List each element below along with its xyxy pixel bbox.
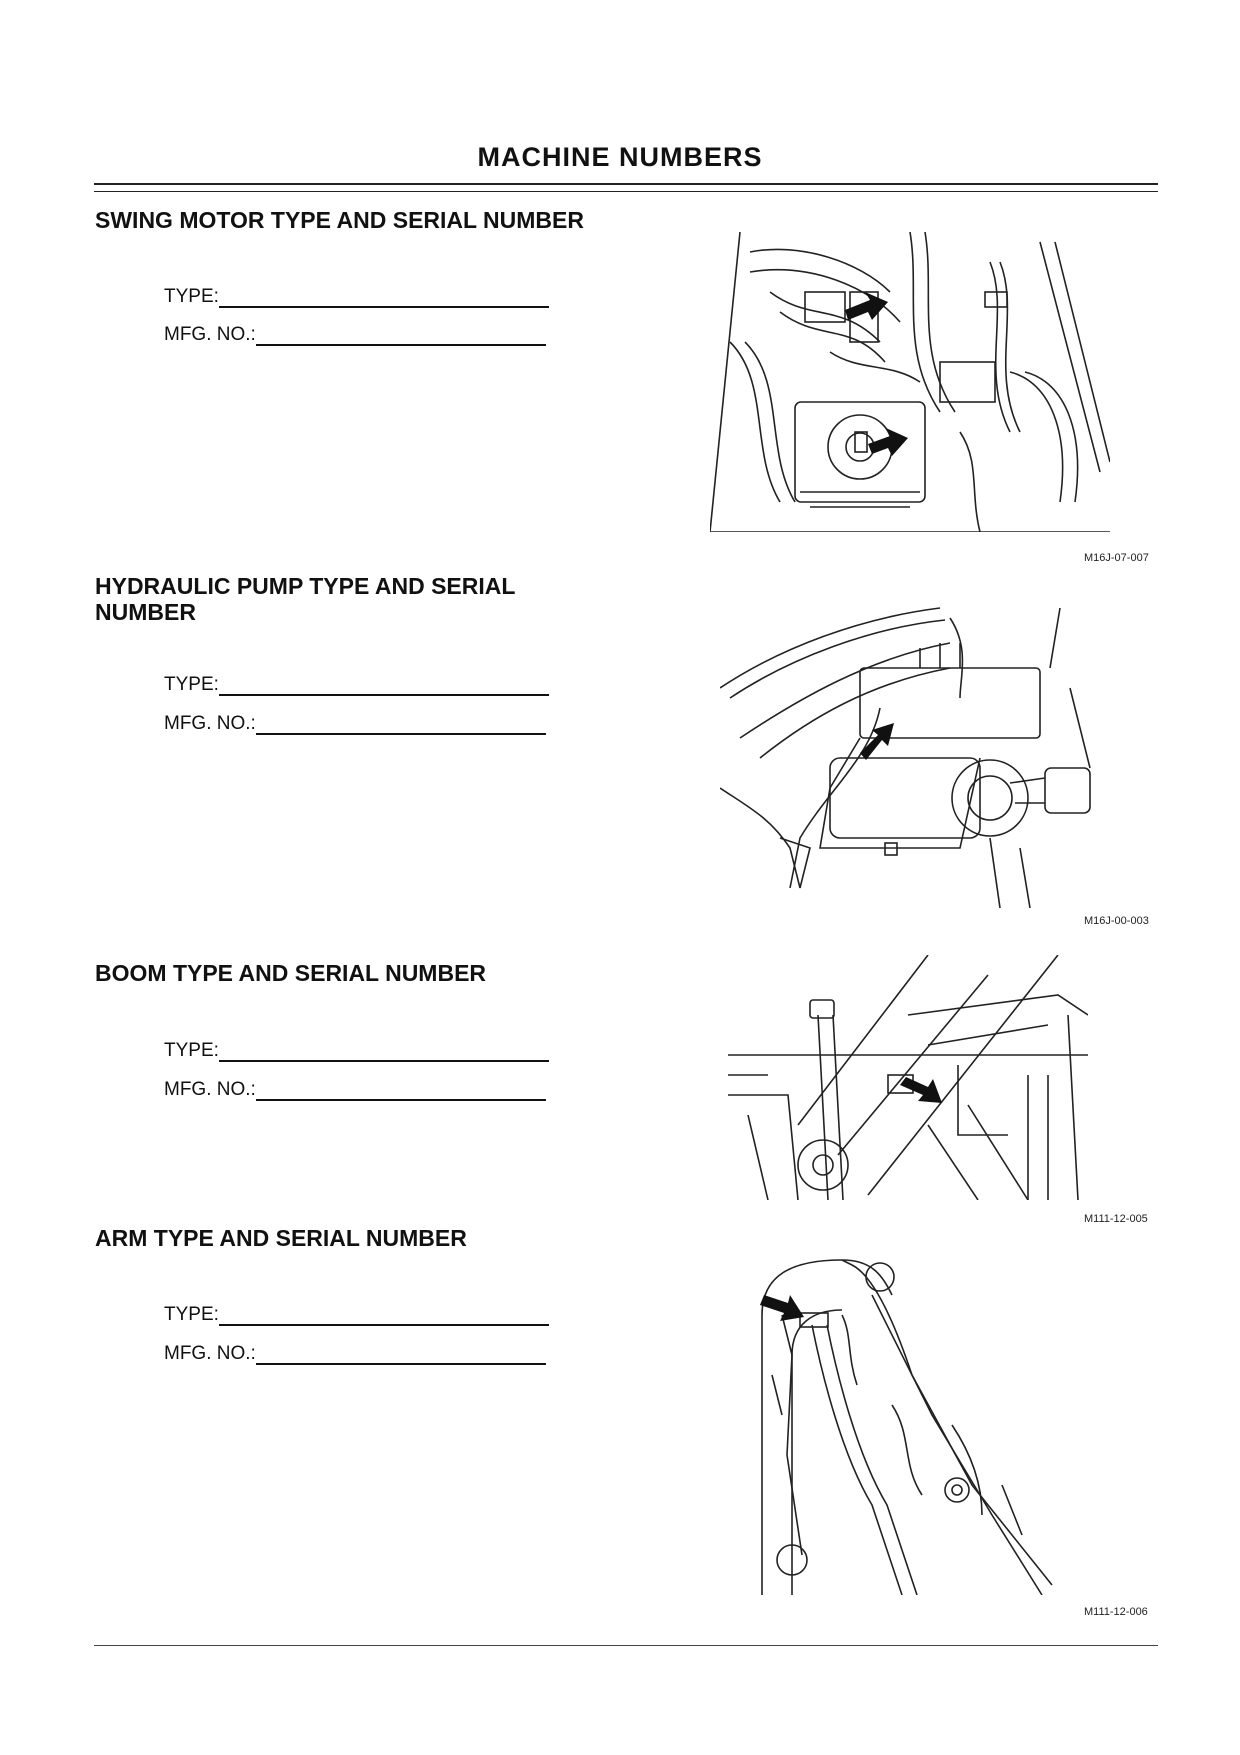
mfg-field-boom[interactable]	[164, 1079, 546, 1101]
mfg-label: MFG. NO.:	[164, 1343, 256, 1364]
figure-code-arm: M111-12-006	[1084, 1606, 1148, 1618]
mfg-field-arm[interactable]	[164, 1343, 546, 1365]
section-heading-arm: ARM TYPE AND SERIAL NUMBER	[95, 1225, 467, 1251]
figure-swing-motor	[710, 232, 1110, 532]
page-title: MACHINE NUMBERS	[477, 142, 763, 172]
type-blank-line	[219, 1304, 549, 1326]
type-label: TYPE:	[164, 1304, 219, 1325]
type-label: TYPE:	[164, 674, 219, 695]
figure-hydraulic-pump	[720, 588, 1100, 908]
type-field-hydraulic-pump[interactable]	[164, 674, 549, 696]
section-heading-swing-motor: SWING MOTOR TYPE AND SERIAL NUMBER	[95, 207, 584, 233]
mfg-field-swing-motor[interactable]	[164, 324, 546, 346]
title-rule-thin	[94, 191, 1158, 192]
type-blank-line	[219, 1040, 549, 1062]
type-label: TYPE:	[164, 286, 219, 307]
section-heading-boom: BOOM TYPE AND SERIAL NUMBER	[95, 960, 487, 986]
type-field-boom[interactable]	[164, 1040, 549, 1062]
mfg-blank-line	[256, 1343, 546, 1365]
figure-code-swing-motor: M16J-07-007	[1084, 552, 1149, 564]
type-blank-line	[219, 674, 549, 696]
mfg-label: MFG. NO.:	[164, 1079, 256, 1100]
figure-arm	[752, 1255, 1062, 1595]
mfg-blank-line	[256, 713, 546, 735]
figure-code-hydraulic-pump: M16J-00-003	[1084, 915, 1149, 927]
footer-rule	[94, 1645, 1158, 1646]
type-field-swing-motor[interactable]	[164, 286, 549, 308]
mfg-field-hydraulic-pump[interactable]	[164, 713, 546, 735]
mfg-blank-line	[256, 1079, 546, 1101]
mfg-label: MFG. NO.:	[164, 713, 256, 734]
type-label: TYPE:	[164, 1040, 219, 1061]
mfg-label: MFG. NO.:	[164, 324, 256, 345]
title-rule-thick	[94, 183, 1158, 185]
type-blank-line	[219, 286, 549, 308]
mfg-blank-line	[256, 324, 546, 346]
figure-boom	[728, 955, 1088, 1200]
section-heading-hydraulic-pump: HYDRAULIC PUMP TYPE AND SERIAL NUMBER	[95, 573, 516, 625]
type-field-arm[interactable]	[164, 1304, 549, 1326]
figure-code-boom: M111-12-005	[1084, 1213, 1148, 1225]
